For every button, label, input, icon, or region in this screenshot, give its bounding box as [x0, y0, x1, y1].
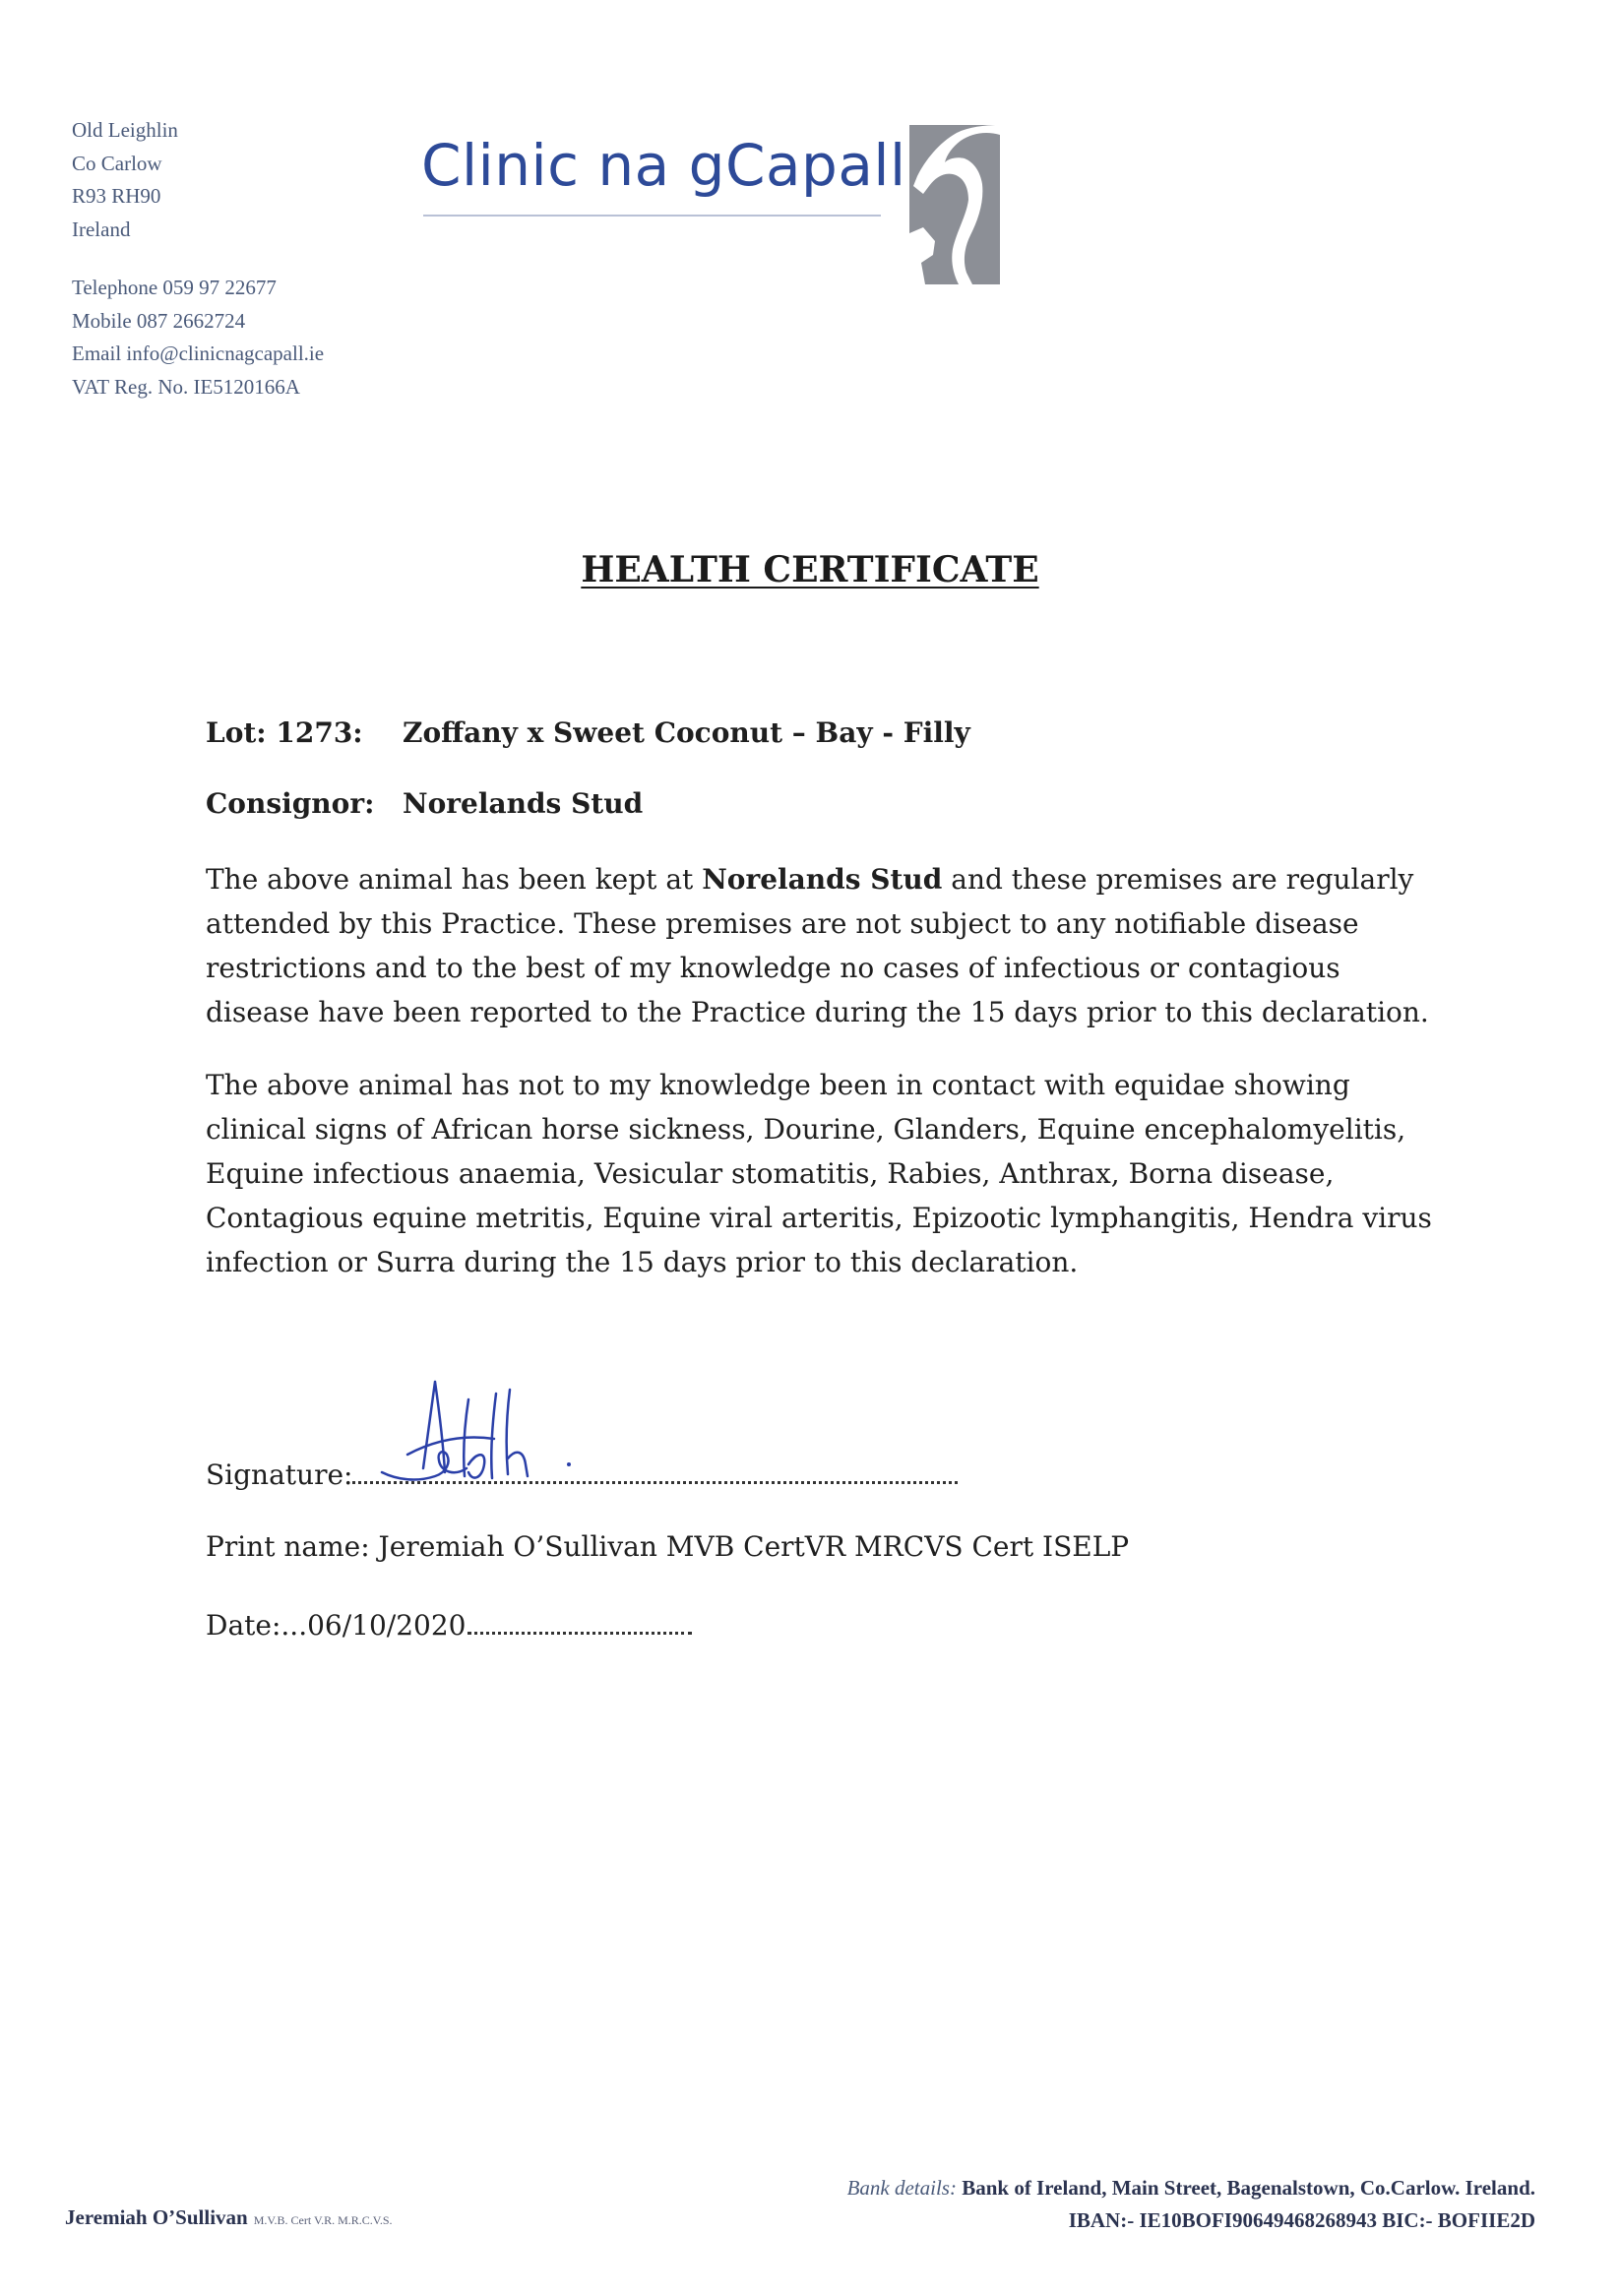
paragraph-2-line-2: clinical signs of African horse sickness, Dourine, Glanders, Equine encephalomyelitis,: [206, 1113, 1406, 1146]
logo-underline: [423, 215, 881, 217]
lot-label: Lot: 1273:: [206, 716, 363, 749]
iban-bic-line: IBAN:- IE10BOFI90649468268943 BIC:- BOFIIE2D: [1068, 2208, 1535, 2232]
paragraph-2-line-3: Equine infectious anaemia, Vesicular stomatitis, Rabies, Anthrax, Borna disease,: [206, 1157, 1335, 1190]
paragraph-1-line-4: disease have been reported to the Practice during the 15 days prior to this declaration.: [206, 996, 1429, 1028]
clinic-logo-text: Clinic na gCapall: [421, 132, 906, 199]
date-dotted-line: [467, 1606, 692, 1635]
consignor-label: Consignor:: [206, 787, 375, 820]
date-row: [206, 1606, 692, 1642]
date-value: Date:...06/10/2020: [206, 1609, 467, 1642]
handwritten-signature: [378, 1370, 594, 1498]
print-name: Print name: Jeremiah O’Sullivan MVB CertVR MRCVS Cert ISELP: [206, 1530, 1130, 1563]
paragraph-2-line-1: The above animal has not to my knowledge been in contact with equidae showing: [206, 1069, 1350, 1101]
address-line-3: R93 RH90: [72, 184, 161, 208]
paragraph-1-line-2: attended by this Practice. These premises are not subject to any notifiable disease: [206, 907, 1359, 940]
mobile: Mobile 087 2662724: [72, 308, 246, 333]
bank-details-label: Bank details:: [846, 2176, 957, 2200]
footer-bank-details: [847, 2172, 1535, 2237]
signature-label: Signature:: [206, 1458, 353, 1491]
premises-name: Norelands Stud: [702, 863, 943, 896]
address-line-1: Old Leighlin: [72, 118, 178, 142]
declaration-paragraph-1: [206, 857, 1485, 1034]
bank-details-value: Bank of Ireland, Main Street, Bagenalstown, Co.Carlow. Ireland.: [956, 2176, 1535, 2200]
declaration-paragraph-2: [206, 1063, 1485, 1284]
clinic-address-block: [72, 114, 406, 403]
address-line-4: Ireland: [72, 217, 131, 241]
certificate-title: HEALTH CERTIFICATE: [581, 549, 1039, 590]
email: Email info@clinicnagcapall.ie: [72, 341, 325, 365]
consignor-value: Norelands Stud: [403, 787, 644, 820]
vat-number: VAT Reg. No. IE5120166A: [72, 374, 300, 399]
horse-logo-icon: [909, 125, 1000, 284]
lot-value: Zoffany x Sweet Coconut – Bay - Filly: [403, 716, 970, 749]
address-line-2: Co Carlow: [72, 151, 162, 175]
paragraph-1-line-3: restrictions and to the best of my knowledge no cases of infectious or contagious: [206, 952, 1340, 984]
vet-qualifications: M.V.B. Cert V.R. M.R.C.V.S.: [253, 2213, 393, 2227]
footer-vet-name: [65, 2205, 393, 2230]
paragraph-2-line-5: infection or Surra during the 15 days prior to this declaration.: [206, 1246, 1079, 1278]
vet-name: Jeremiah O’Sullivan: [65, 2205, 248, 2229]
paragraph-2-line-4: Contagious equine metritis, Equine viral arteritis, Epizootic lymphangitis, Hendra virus: [206, 1202, 1432, 1234]
telephone: Telephone 059 97 22677: [72, 276, 277, 299]
paragraph-1-line-1: The above animal has been kept at Norelands Stud and these premises are regularly: [206, 863, 1414, 896]
bank-details-line: [847, 2172, 1535, 2204]
